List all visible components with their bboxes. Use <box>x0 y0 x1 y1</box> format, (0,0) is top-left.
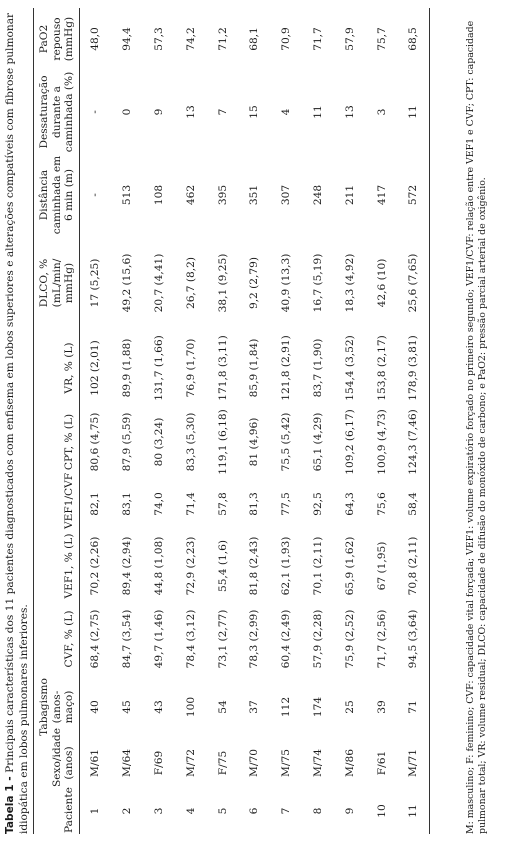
table-cell: 57,9 (2,28) <box>311 609 324 669</box>
table-cell: 78,4 (3,12) <box>184 609 197 669</box>
table-cell: 57,8 <box>216 492 229 516</box>
table-cell: 131,7 (1,66) <box>152 335 165 401</box>
caption-text: Principais características dos 11 pacientes diagnosticados com enfisema em lobos superiores e alterações compatíveis com fibrose pulmonar idiopática em lobos pulmonares inferiores. <box>4 12 30 834</box>
table-cell: 81 (4,96) <box>248 417 261 467</box>
table-cell: 60,4 (2,49) <box>280 609 293 669</box>
table-cell: 307 <box>280 184 293 206</box>
column-header: Dessaturação durante a caminhada (%) <box>34 70 80 154</box>
table-cell: 10 <box>375 804 388 818</box>
table-cell: 572 <box>397 154 429 236</box>
column-header: DLCO, % (mL/min/ mmHg) <box>34 236 80 330</box>
table-cell: 395 <box>216 184 229 206</box>
table-cell: 75,9 (2,52) <box>343 609 356 669</box>
table-cell: 100 <box>184 696 197 718</box>
table-cell: 40,9 (13,3) <box>280 253 293 313</box>
table-cell: 174 <box>311 696 324 718</box>
table-row <box>175 8 207 834</box>
table-cell: 71,7 <box>311 27 324 51</box>
table-cell: 5 <box>216 807 229 815</box>
table-cell: 75,6 <box>375 492 388 516</box>
table-cell: 74,2 <box>184 27 197 51</box>
table-cell: 0 <box>121 108 134 116</box>
table-body <box>79 8 430 834</box>
table-cell: 75,7 <box>375 27 388 51</box>
table-cell: 89,4 (2,94) <box>121 536 134 596</box>
table-cell: 58,4 <box>397 478 429 530</box>
table-cell: M/86 <box>343 749 356 777</box>
table-cell: 1 <box>89 807 102 815</box>
table-cell: F/61 <box>375 750 388 776</box>
table-cell: 351 <box>248 184 261 206</box>
table-cell: 154,4 (3,52) <box>343 335 356 401</box>
table-cell: 108 <box>152 184 165 206</box>
table-cell: 78,3 (2,99) <box>248 609 261 669</box>
table-cell: 70,1 (2,11) <box>311 536 324 596</box>
table-cell: 92,5 <box>311 492 324 516</box>
table-cell: 65,1 (4,29) <box>311 412 324 472</box>
table-row <box>111 8 143 834</box>
column-header: CPT, % (L) <box>34 406 80 478</box>
column-header: Tabagismo (anos-maço) <box>34 676 80 738</box>
table-row <box>302 8 334 834</box>
column-header: VR, % (L) <box>34 330 80 406</box>
table-cell: 49,7 (1,46) <box>152 609 165 669</box>
table-cell: 81,3 <box>248 492 261 516</box>
table-cell: 37 <box>248 700 261 714</box>
table-row <box>79 8 111 834</box>
table-row <box>143 8 175 834</box>
table-cell: 84,7 (3,54) <box>121 609 134 669</box>
table-cell: 26,7 (8,2) <box>184 256 197 310</box>
table-cell: 42,6 (10) <box>375 258 388 308</box>
table-cell: 3 <box>375 108 388 116</box>
table-cell: 100,9 (4,73) <box>375 409 388 475</box>
table-cell: 67 (1,95) <box>375 541 388 591</box>
table-cell: 11 <box>397 788 429 834</box>
table-cell: 85,9 (1,84) <box>248 338 261 398</box>
table-cell: M/75 <box>280 749 293 777</box>
table-cell: 57,3 <box>152 27 165 51</box>
table-cell: 16,7 (5,19) <box>311 253 324 313</box>
table-cell: M/70 <box>248 749 261 777</box>
table-cell: 83,3 (5,30) <box>184 412 197 472</box>
table-cell: 8 <box>311 807 324 815</box>
table-cell: 25 <box>343 700 356 714</box>
table-cell: 178,9 (3,81) <box>397 330 429 406</box>
table-cell: 38,1 (9,25) <box>216 253 229 313</box>
table-cell: 57,9 <box>343 27 356 51</box>
table-cell: 513 <box>121 184 134 206</box>
table-cell: 4 <box>280 108 293 116</box>
table-cell: 7 <box>280 807 293 815</box>
table-cell: 68,5 <box>397 8 429 70</box>
table-cell: 417 <box>375 184 388 206</box>
table-cell: 48,0 <box>89 27 102 51</box>
table-cell: 68,1 <box>248 27 261 51</box>
table-cell: 11 <box>397 70 429 154</box>
column-header: CVF, % (L) <box>34 602 80 676</box>
table-cell: 3 <box>152 807 165 815</box>
column-header: Distância caminhada em 6 min (m) <box>34 154 80 236</box>
table-cell: 74,0 <box>152 492 165 516</box>
table-cell: 65,9 (1,62) <box>343 536 356 596</box>
table-row <box>334 8 366 834</box>
table-row <box>270 8 302 834</box>
table-cell: 83,1 <box>121 492 134 516</box>
table-cell: 248 <box>311 184 324 206</box>
table-cell: 7 <box>216 108 229 116</box>
column-header: Sexo/idade (anos) <box>34 738 80 788</box>
table-cell: 64,3 <box>343 492 356 516</box>
caption-label: Tabela 1 - <box>4 776 16 834</box>
table-cell: 82,1 <box>89 492 102 516</box>
table-footnote: M: masculino; F: feminino; CVF: capacidade vital forçada; VEF1: volume expiratório forçado no primeiro segundo; VEF1/CVF: relação entre VEF1 e CVF; CPT: capacidade pulmonar total; VR: volume residual; DLCO: capacidade de difusão do monóxido de carbono; e PaO2: pressão parcial arterial de oxigênio. <box>465 20 488 834</box>
table-cell: 6 <box>248 807 261 815</box>
table-cell: M/72 <box>184 749 197 777</box>
table-cell: M/74 <box>311 749 324 777</box>
table-cell: 45 <box>121 700 134 714</box>
table-cell: 121,8 (2,91) <box>280 335 293 401</box>
table-cell: M/71 <box>397 738 429 788</box>
table-cell: 102 (2,01) <box>89 340 102 396</box>
column-header: PaO2 repouso (mmHg) <box>34 8 80 70</box>
table-cell: 119,1 (6,18) <box>216 409 229 475</box>
table-cell: 62,1 (1,93) <box>280 536 293 596</box>
table-cell: 171,8 (3,11) <box>216 335 229 401</box>
table-cell: 39 <box>375 700 388 714</box>
table-row <box>397 8 429 834</box>
table-cell: 43 <box>152 700 165 714</box>
table-cell: 9 <box>343 807 356 815</box>
table-cell: 83,7 (1,90) <box>311 338 324 398</box>
table-cell: 4 <box>184 807 197 815</box>
table-cell: 77,5 <box>280 492 293 516</box>
table-cell: 112 <box>280 696 293 718</box>
table-cell: 94,5 (3,64) <box>397 602 429 676</box>
table-cell: F/75 <box>216 750 229 776</box>
table-cell: 109,2 (6,17) <box>343 409 356 475</box>
table-cell: 211 <box>343 184 356 206</box>
table-cell: 71,4 <box>184 492 197 516</box>
table-cell: 11 <box>311 105 324 119</box>
patient-characteristics-table <box>33 8 430 834</box>
table-cell: 70,9 <box>280 27 293 51</box>
table-cell: 20,7 (4,41) <box>152 253 165 313</box>
table-cell: 13 <box>343 105 356 119</box>
table-cell: 44,8 (1,08) <box>152 536 165 596</box>
table-cell: 54 <box>216 700 229 714</box>
table-cell: 68,4 (2,75) <box>89 609 102 669</box>
table-cell: - <box>89 193 102 197</box>
table-cell: 80,6 (4,75) <box>89 412 102 472</box>
table-cell: 94,4 <box>121 27 134 51</box>
table-cell: 75,5 (5,42) <box>280 412 293 472</box>
table-cell: 80 (3,24) <box>152 417 165 467</box>
table-cell: 71,2 <box>216 27 229 51</box>
table-cell: M/61 <box>89 749 102 777</box>
table-cell: M/64 <box>121 749 134 777</box>
table-cell: 49,2 (15,6) <box>121 253 134 313</box>
table-cell: 71,7 (2,56) <box>375 609 388 669</box>
table-row <box>238 8 270 834</box>
table-cell: 70,2 (2,26) <box>89 536 102 596</box>
table-cell: - <box>89 110 102 114</box>
table-cell: 2 <box>121 807 134 815</box>
table-cell: 13 <box>184 105 197 119</box>
table-cell: 15 <box>248 105 261 119</box>
table-cell: 87,9 (5,59) <box>121 412 134 472</box>
table-cell: 25,6 (7,65) <box>397 236 429 330</box>
table-header-row <box>34 8 80 834</box>
table-caption <box>4 8 31 834</box>
column-header: VEF1, % (L) <box>34 530 80 602</box>
table-cell: 73,1 (2,77) <box>216 609 229 669</box>
table-cell: 462 <box>184 184 197 206</box>
column-header: Paciente <box>34 788 80 834</box>
table-cell: 9,2 (2,79) <box>248 256 261 310</box>
table-cell: 40 <box>89 700 102 714</box>
table-row <box>366 8 398 834</box>
table-cell: F/69 <box>152 750 165 776</box>
table-cell: 70,8 (2,11) <box>397 530 429 602</box>
table-row <box>207 8 239 834</box>
table-cell: 17 (5,25) <box>89 258 102 308</box>
table-cell: 153,8 (2,17) <box>375 335 388 401</box>
table-cell: 124,3 (7,46) <box>397 406 429 478</box>
table-cell: 18,3 (4,92) <box>343 253 356 313</box>
table-cell: 72,9 (2,23) <box>184 536 197 596</box>
table-cell: 76,9 (1,70) <box>184 338 197 398</box>
table-cell: 55,4 (1,6) <box>216 539 229 593</box>
column-header: VEF1/CVF <box>34 478 80 530</box>
table-cell: 81,8 (2,43) <box>248 536 261 596</box>
table-cell: 89,9 (1,88) <box>121 338 134 398</box>
table-cell: 71 <box>397 676 429 738</box>
table-cell: 9 <box>152 108 165 116</box>
